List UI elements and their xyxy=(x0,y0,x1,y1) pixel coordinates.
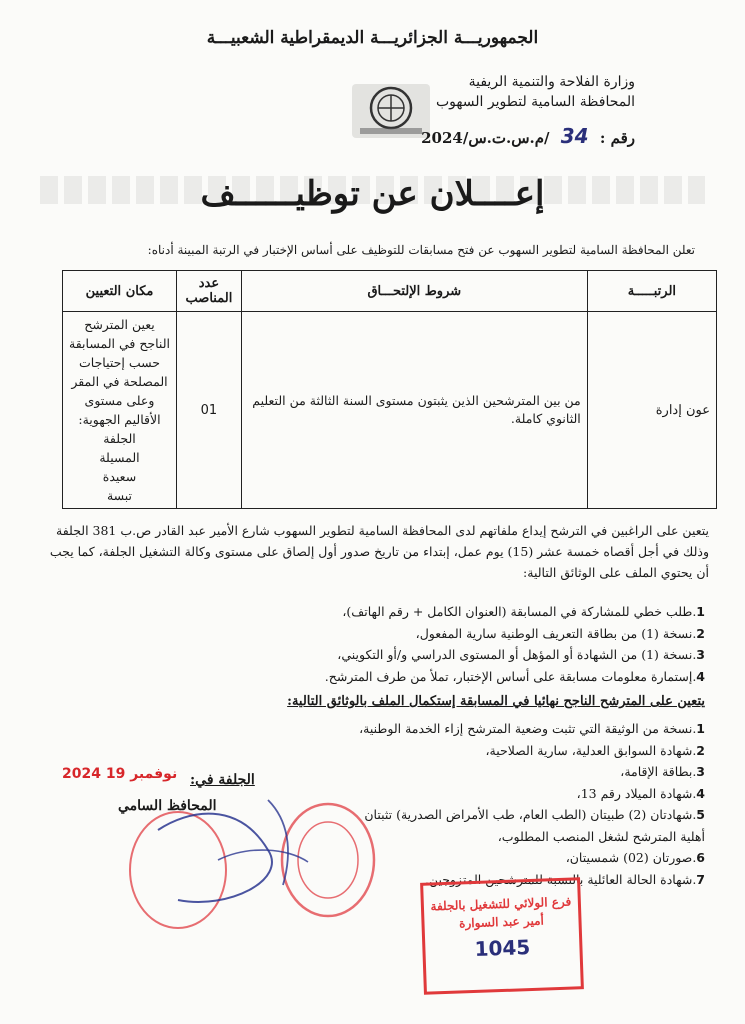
cell-conditions: من بين المترشحين الذين يثبتون مستوى السنة الثالثة من التعليم الثانوي كاملة. xyxy=(241,312,587,509)
cell-rank: عون إدارة xyxy=(587,312,716,509)
signature-title: المحافظ السامي xyxy=(118,798,217,814)
table-header-row xyxy=(63,271,717,312)
header-conditions: شروط الإلتحـــاق xyxy=(241,271,587,312)
required-documents-list xyxy=(325,601,705,687)
ministry-block xyxy=(436,72,635,112)
stamp-number: 1045 xyxy=(474,935,531,961)
place-line: الناجح في المسابقة xyxy=(69,336,170,351)
cell-place xyxy=(63,312,177,509)
list-item: 3.نسخة (1) من الشهادة أو المؤهل أو المستوى الدراسي و/أو التكويني، xyxy=(337,647,705,662)
place-line: الأقاليم الجهوية: xyxy=(78,412,161,427)
place-line: يعين المترشح xyxy=(84,317,155,332)
date-stamp: 2024 نوفمبر 19 xyxy=(62,766,178,782)
list-item: 3.بطاقة الإقامة، xyxy=(620,764,705,779)
header-place: مكان التعيين xyxy=(63,271,177,312)
table-row xyxy=(63,312,717,509)
ref-number: 34 xyxy=(560,124,589,148)
cell-count: 01 xyxy=(177,312,242,509)
place-line: وعلى مستوى xyxy=(84,393,155,408)
list-item: 5.شهادتان (2) طبيتان (الطب العام، طب الأمراض الصدرية) تثبتان xyxy=(364,807,705,822)
stamp-line: فرع الولائي للتشغيل بالجلفة xyxy=(430,894,572,914)
ref-suffix: /م.س.ت.س/2024 xyxy=(421,129,550,147)
application-paragraph xyxy=(29,520,709,583)
official-seal xyxy=(118,790,378,940)
list-item: 4.شهادة الميلاد رقم 13، xyxy=(576,785,705,801)
list-item: 7.شهادة الحالة العائلية بالنسبة للمترشحين المتزوجين. xyxy=(425,871,705,887)
list-item-continued: أهلية المترشح لشغل المنصب المطلوب، xyxy=(497,828,705,844)
list-item: 4.إستمارة معلومات مسابقة على أساس الإختبار، تملأ من طرف المترشح. xyxy=(324,668,705,684)
ministry-name: وزارة الفلاحة والتنمية الريفية xyxy=(468,74,635,90)
list-item: 1.طلب خطي للمشاركة في المسابقة (العنوان الكامل + رقم الهاتف)، xyxy=(342,604,705,619)
header-rank: الرتبـــــة xyxy=(587,271,716,312)
ref-label: رقم : xyxy=(599,129,635,147)
header-count: عدد المناصب xyxy=(177,271,242,312)
paragraph-line: أن يحتوي الملف على الوثائق التالية: xyxy=(523,565,709,580)
place-line: تبسة xyxy=(106,488,133,503)
list-item: 2.نسخة (1) من بطاقة التعريف الوطنية سارية المفعول، xyxy=(415,625,705,641)
list-item: 6.صورتان (02) شمسيتان، xyxy=(565,850,705,865)
intro-text: تعلن المحافظة السامية لتطوير السهوب عن فتح مسابقات للتوظيف على أساس الإختبار في الرتبة المبينة أدناه: xyxy=(147,243,695,257)
list-item: 1.نسخة من الوثيقة التي تثبت وضعية المترشح إزاء الخدمة الوطنية، xyxy=(359,721,705,736)
stamp-line: أمير عبد السوارة xyxy=(458,913,545,931)
place-line: حسب إحتياجات xyxy=(79,355,160,370)
employment-agency-stamp xyxy=(420,877,584,995)
place-line: المصلحة في المقر xyxy=(71,374,168,389)
paragraph-line: يتعين على الراغبين في الترشح إيداع ملفاتهم لدى المحافظة السامية لتطوير السهوب شارع الأمير عبد القادر ص.ب 381 الجلفة xyxy=(56,523,709,538)
signature-place: الجلفة في: xyxy=(190,772,255,788)
positions-table xyxy=(62,270,717,509)
list-item: 2.شهادة السوابق العدلية، سارية الصلاحية، xyxy=(485,742,705,758)
place-line: الجلفة xyxy=(103,431,136,446)
paragraph-line: وذلك في أجل أقصاه خمسة عشر (15) يوم عمل، إبتداء من تاريخ صدور أول إلصاق على مستوى وكالة التشغيل الجلفة، كما يجب xyxy=(49,544,709,559)
reference-number xyxy=(421,124,635,148)
commission-name: المحافظة السامية لتطوير السهوب xyxy=(435,94,635,110)
final-documents-list xyxy=(359,718,705,890)
place-line: المسيلة xyxy=(99,450,140,465)
announcement-title: إعــــلان عن توظيــــــف xyxy=(200,174,545,214)
republic-title: الجمهوريـــة الجزائريـــة الديمقراطية الشعبيـــة xyxy=(206,28,539,48)
final-documents-heading: يتعين على المترشح الناجح نهائيا في المسابقة إستكمال الملف بالوثائق التالية: xyxy=(287,694,705,709)
place-line: سعيدة xyxy=(102,469,137,484)
